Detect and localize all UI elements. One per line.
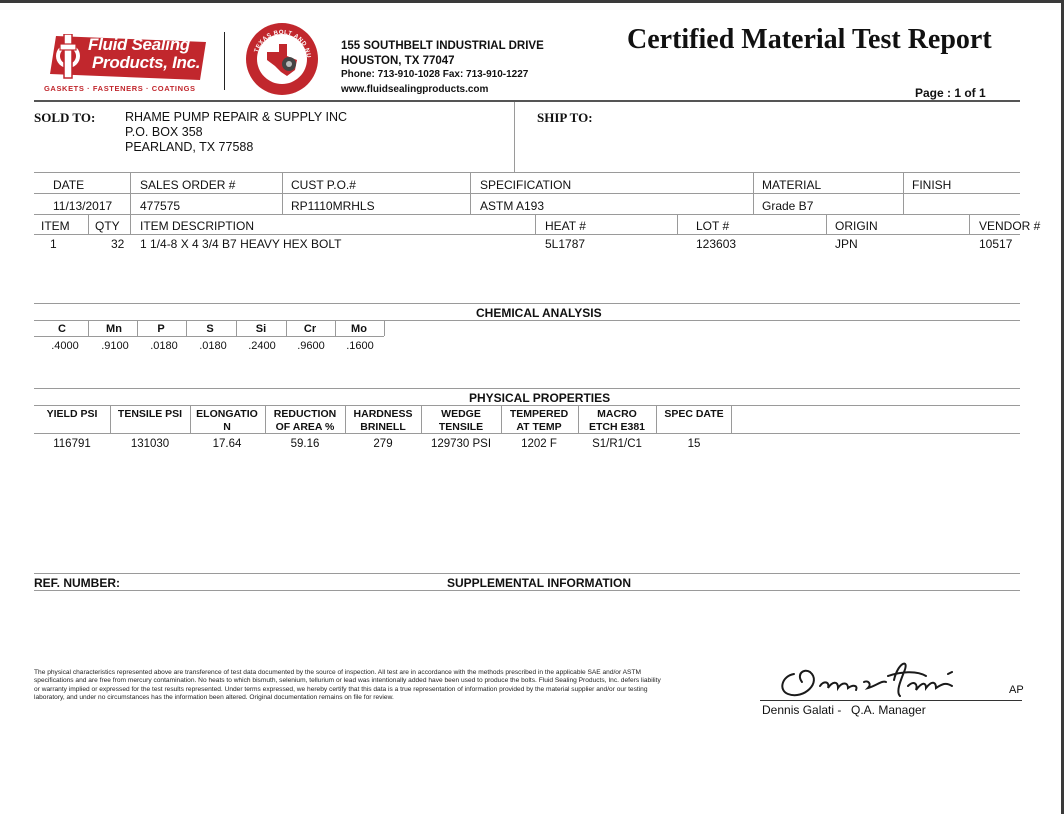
order-col-divider (282, 172, 283, 214)
texas-bolt-seal (245, 22, 319, 96)
hardness-value: 279 (373, 438, 393, 450)
chem-col-divider (286, 320, 287, 336)
address-line1: 155 SOUTHBELT INDUSTRIAL DRIVE (341, 40, 544, 52)
material-value: Grade B7 (762, 199, 814, 213)
ship-to-label: SHIP TO: (537, 110, 593, 125)
phys-col-divider (190, 405, 191, 433)
order-table-bottom (34, 214, 1020, 215)
phys-col-divider (578, 405, 579, 433)
item-header-rule (34, 234, 1020, 235)
qty-value: 32 (111, 237, 125, 251)
item-col-divider (826, 214, 827, 234)
vendor-value: 10517 (979, 237, 1013, 251)
chemical-header-rule (34, 336, 384, 337)
s-header: S (206, 323, 214, 335)
qty-header: QTY (95, 219, 120, 233)
origin-value: JPN (835, 237, 858, 251)
item-col-divider (88, 214, 89, 234)
logo-divider (224, 32, 225, 90)
c-value: .4000 (51, 340, 79, 352)
item-col-divider (677, 214, 678, 234)
page-number: Page : 1 of 1 (915, 86, 986, 100)
wedge-header-line1: WEDGE (441, 408, 481, 420)
cust-po-header: CUST P.O.# (291, 178, 356, 192)
specification-header: SPECIFICATION (480, 178, 572, 192)
hardness-header (347, 408, 419, 434)
yield-header-text: YIELD PSI (46, 408, 98, 420)
sold-to-line3: PEARLAND, TX 77588 (125, 140, 254, 154)
chem-col-divider (384, 320, 385, 336)
signature-line (760, 700, 1022, 701)
company-name-line2: Products, Inc. (92, 53, 201, 72)
order-col-divider (470, 172, 471, 214)
macro-header-line1: MACRO (597, 408, 637, 420)
macro-header (580, 408, 654, 434)
company-tagline: GASKETS · FASTENERS · COATINGS (44, 84, 196, 93)
elongation-value: 17.64 (212, 438, 242, 450)
reduction-header-line1: REDUCTION (273, 408, 337, 420)
report-title: Certified Material Test Report (627, 24, 992, 55)
supplemental-top-rule (34, 573, 1020, 574)
item-col-divider (130, 214, 131, 234)
description-value: 1 1/4-8 X 4 3/4 B7 HEAVY HEX BOLT (140, 237, 342, 251)
p-value: .0180 (150, 340, 178, 352)
order-col-divider (903, 172, 904, 214)
reduction-value: 59.16 (290, 438, 320, 450)
mo-header: Mo (351, 323, 367, 335)
vendor-header: VENDOR # (979, 219, 1041, 233)
cr-value: .9600 (297, 340, 325, 352)
signature-image (776, 652, 968, 702)
phys-col-divider (656, 405, 657, 433)
physical-top-rule (34, 388, 1020, 389)
hardness-header-line1: HARDNESS (353, 408, 413, 420)
supplemental-title-rule (34, 590, 1020, 591)
mn-value: .9100 (101, 340, 129, 352)
mo-value: .1600 (346, 340, 374, 352)
company-name-line1: Fluid Sealing (88, 35, 190, 54)
address-line2: HOUSTON, TX 77047 (341, 54, 455, 67)
header-rule (34, 100, 1020, 102)
ref-number-label: REF. NUMBER: (34, 576, 120, 590)
p-header: P (157, 323, 165, 335)
phys-col-divider (110, 405, 111, 433)
tempered-header-line2: AT TEMP (516, 421, 562, 433)
yield-header (36, 408, 108, 421)
date-value: 11/13/2017 (53, 199, 113, 213)
elongation-header-line2: N (223, 421, 231, 433)
cust-po-value: RP1110MRHLS (291, 199, 375, 213)
physical-title: PHYSICAL PROPERTIES (469, 391, 611, 405)
sold-to-line2: P.O. BOX 358 (125, 125, 203, 139)
tempered-header-line1: TEMPERED (509, 408, 569, 420)
tensile-header-text: TENSILE PSI (117, 408, 183, 420)
chem-col-divider (137, 320, 138, 336)
signer-name: Dennis Galati - (762, 703, 842, 717)
order-table-top (34, 172, 1020, 173)
heat-header: HEAT # (545, 219, 586, 233)
sold-to-line1: RHAME PUMP REPAIR & SUPPLY INC (125, 110, 348, 124)
chem-col-divider (335, 320, 336, 336)
company-logo (44, 34, 206, 82)
lot-header: LOT # (696, 219, 730, 233)
c-header: C (58, 323, 66, 335)
tempered-header (503, 408, 575, 434)
sales-order-value: 477575 (140, 199, 181, 213)
origin-header: ORIGIN (835, 219, 878, 233)
material-header: MATERIAL (762, 178, 822, 192)
order-col-divider (130, 172, 131, 214)
si-header: Si (255, 323, 267, 335)
order-header-rule (34, 193, 1020, 194)
description-header: ITEM DESCRIPTION (140, 219, 255, 233)
item-col-divider (535, 214, 536, 234)
date-header: DATE (53, 178, 85, 192)
phys-col-divider (501, 405, 502, 433)
yield-value: 116791 (53, 438, 91, 450)
phys-col-divider (731, 405, 732, 433)
wedge-value: 129730 PSI (430, 438, 492, 450)
item-header: ITEM (41, 219, 70, 233)
cr-header: Cr (303, 323, 317, 335)
heat-value: 5L1787 (545, 237, 586, 251)
macro-header-line2: ETCH E381 (588, 421, 646, 433)
si-value: .2400 (248, 340, 276, 352)
company-address (341, 39, 544, 97)
supplemental-title: SUPPLEMENTAL INFORMATION (447, 576, 631, 590)
disclaimer-text: The physical characteristics represented above are transference of test data documented by the source of inspection. All test are in accordance with the methods prescribed in the applicable SAE and/or ASTM specifications and are free from mercury contamination. No heats to which bismuth, selenium, tellurium or lead was intentionally added have been used to produce the bolts. Fluid Sealing Products, Inc. defers liability or warranty implied or expressed for the test results represented. Under terms expressed, we hereby certify that this data is a true representation of information provided by the material supplier and/or our testing laboratory, and under no circumstances has the information been altered. Original documentation remains on file for review. (34, 669, 661, 702)
physical-title-rule (34, 405, 1020, 406)
tensile-value: 131030 (130, 438, 170, 450)
item-value: 1 (50, 237, 57, 251)
sold-ship-divider (514, 102, 515, 172)
sales-order-header: SALES ORDER # (140, 178, 236, 192)
signer-title: Q.A. Manager (851, 703, 926, 717)
order-col-divider (753, 172, 754, 214)
chem-col-divider (236, 320, 237, 336)
elongation-header (192, 408, 262, 434)
chemical-title: CHEMICAL ANALYSIS (476, 306, 602, 320)
mn-header: Mn (106, 323, 122, 335)
hardness-header-line2: BRINELL (360, 421, 406, 433)
phone-fax: Phone: 713-910-1028 Fax: 713-910-1227 (341, 69, 529, 80)
website-link[interactable]: www.fluidsealingproducts.com (341, 83, 489, 95)
spec-date-header-text: SPEC DATE (664, 408, 724, 420)
seal-text: TEXAS BOLT AND NU (253, 29, 312, 59)
wedge-header (424, 408, 498, 434)
item-col-divider (969, 214, 970, 234)
tensile-header (112, 408, 188, 421)
chem-col-divider (88, 320, 89, 336)
wedge-header-line2: TENSILE (438, 421, 484, 433)
sold-to-address (125, 110, 347, 155)
reduction-header-line2: OF AREA % (275, 421, 335, 433)
company-name (88, 36, 200, 72)
phys-col-divider (345, 405, 346, 433)
physical-header-rule (34, 433, 1020, 434)
reduction-header (267, 408, 343, 434)
s-value: .0180 (199, 340, 227, 352)
sold-to-label: SOLD TO: (34, 110, 96, 125)
window-top-border (0, 0, 1064, 3)
chemical-title-rule (34, 320, 1020, 321)
phys-col-divider (421, 405, 422, 433)
macro-value: S1/R1/C1 (592, 438, 642, 450)
finish-header: FINISH (912, 178, 952, 192)
initials: AP (1009, 684, 1024, 696)
chemical-top-rule (34, 303, 1020, 304)
specification-value: ASTM A193 (480, 199, 545, 213)
elongation-header-line1: ELONGATIO (196, 408, 258, 420)
phys-col-divider (265, 405, 266, 433)
lot-value: 123603 (696, 237, 737, 251)
tempered-value: 1202 F (521, 438, 557, 450)
spec-date-header (658, 408, 730, 421)
seal-graphic (245, 22, 319, 96)
spec-date-value: 15 (687, 438, 701, 450)
chem-col-divider (186, 320, 187, 336)
